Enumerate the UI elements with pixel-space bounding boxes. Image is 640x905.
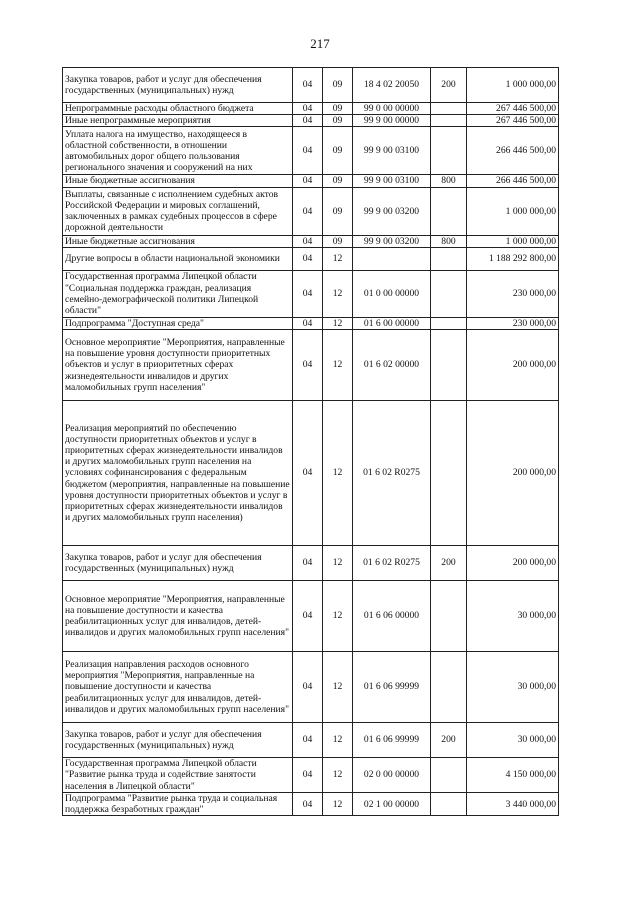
expense-type-code: [431, 330, 467, 401]
target-article-code: 01 6 02 R0275: [353, 546, 431, 581]
section-code: 04: [293, 652, 323, 723]
section-code: 04: [293, 401, 323, 546]
expense-type-code: [431, 652, 467, 723]
target-article-code: 18 4 02 20050: [353, 68, 431, 103]
row-name: Иные бюджетные ассигнования: [63, 235, 293, 247]
subsection-code: 12: [323, 546, 353, 581]
row-name: Реализация направления расходов основного мероприятия "Мероприятия, направленные на повышение доступности и качества реабилитационных услуг для инвалидов, детей-инвалидов и других маломобильных групп населения": [63, 652, 293, 723]
row-name: Закупка товаров, работ и услуг для обеспечения государственных (муниципальных) нужд: [63, 546, 293, 581]
table-row: [63, 270, 559, 317]
target-article-code: 01 0 00 00000: [353, 270, 431, 317]
table-row: [63, 235, 559, 247]
row-name: Уплата налога на имущество, находящееся в областной собственности, в отношении автомобильных дорог общего пользования регионального значения и сооружений на них: [63, 127, 293, 175]
table-row: [63, 175, 559, 187]
expense-type-code: 200: [431, 723, 467, 758]
subsection-code: 12: [323, 247, 353, 270]
subsection-code: 12: [323, 581, 353, 652]
section-code: 04: [293, 330, 323, 401]
table-row: [63, 546, 559, 581]
expense-type-code: 200: [431, 546, 467, 581]
target-article-code: 01 6 02 R0275: [353, 401, 431, 546]
section-code: 04: [293, 103, 323, 115]
amount: 1 000 000,00: [467, 235, 559, 247]
subsection-code: 12: [323, 652, 353, 723]
section-code: 04: [293, 546, 323, 581]
subsection-code: 09: [323, 235, 353, 247]
subsection-code: 12: [323, 723, 353, 758]
section-code: 04: [293, 758, 323, 793]
target-article-code: 01 6 06 99999: [353, 652, 431, 723]
subsection-code: 09: [323, 103, 353, 115]
target-article-code: 99 9 00 03200: [353, 235, 431, 247]
expense-type-code: [431, 115, 467, 127]
table-row: [63, 317, 559, 329]
row-name: Реализация мероприятий по обеспечению доступности приоритетных объектов и услуг в приоритетных сферах жизнедеятельности инвалидов и других маломобильных групп населения на условиях софинансирования с федеральным бюджетом (мероприятия, направленные на повышение уровня доступности приоритетных объектов и услуг в приоритетных сферах жизнедеятельности инвалидов и других маломобильных групп населения): [63, 401, 293, 546]
expense-type-code: 200: [431, 68, 467, 103]
amount: 267 446 500,00: [467, 103, 559, 115]
row-name: Закупка товаров, работ и услуг для обеспечения государственных (муниципальных) нужд: [63, 68, 293, 103]
row-name: Иные бюджетные ассигнования: [63, 175, 293, 187]
row-name: Основное мероприятие "Мероприятия, направленные на повышение уровня доступности приоритетных объектов и услуг в приоритетных сферах жизнедеятельности инвалидов и других маломобильных групп населения": [63, 330, 293, 401]
amount: 3 440 000,00: [467, 793, 559, 816]
section-code: 04: [293, 581, 323, 652]
subsection-code: 09: [323, 187, 353, 235]
row-name: Подпрограмма "Доступная среда": [63, 317, 293, 329]
subsection-code: 12: [323, 317, 353, 329]
subsection-code: 12: [323, 330, 353, 401]
subsection-code: 12: [323, 793, 353, 816]
amount: 230 000,00: [467, 317, 559, 329]
section-code: 04: [293, 175, 323, 187]
target-article-code: 01 6 00 00000: [353, 317, 431, 329]
row-name: Иные непрограммные мероприятия: [63, 115, 293, 127]
subsection-code: 09: [323, 175, 353, 187]
target-article-code: 99 9 00 03100: [353, 127, 431, 175]
amount: 1 000 000,00: [467, 68, 559, 103]
amount: 1 188 292 800,00: [467, 247, 559, 270]
table-row: [63, 793, 559, 816]
section-code: 04: [293, 187, 323, 235]
section-code: 04: [293, 270, 323, 317]
subsection-code: 09: [323, 127, 353, 175]
subsection-code: 12: [323, 758, 353, 793]
table-row: [63, 187, 559, 235]
amount: 266 446 500,00: [467, 175, 559, 187]
amount: 1 000 000,00: [467, 187, 559, 235]
section-code: 04: [293, 793, 323, 816]
expense-type-code: [431, 187, 467, 235]
target-article-code: 99 0 00 00000: [353, 103, 431, 115]
amount: 200 000,00: [467, 546, 559, 581]
expense-type-code: [431, 127, 467, 175]
amount: 200 000,00: [467, 401, 559, 546]
subsection-code: 12: [323, 270, 353, 317]
table-row: [63, 115, 559, 127]
table-row: [63, 247, 559, 270]
expense-type-code: [431, 270, 467, 317]
expense-type-code: [431, 317, 467, 329]
amount: 30 000,00: [467, 581, 559, 652]
expense-type-code: [431, 758, 467, 793]
amount: 230 000,00: [467, 270, 559, 317]
target-article-code: 01 6 02 00000: [353, 330, 431, 401]
section-code: 04: [293, 247, 323, 270]
table-row: [63, 581, 559, 652]
section-code: 04: [293, 68, 323, 103]
row-name: Выплаты, связанные с исполнением судебных актов Российской Федерации и мировых соглашений, заключенных в рамках судебных процессов в сфере дорожной деятельности: [63, 187, 293, 235]
budget-table: [62, 67, 559, 816]
expense-type-code: [431, 247, 467, 270]
amount: 200 000,00: [467, 330, 559, 401]
target-article-code: 99 9 00 00000: [353, 115, 431, 127]
expense-type-code: [431, 103, 467, 115]
expense-type-code: [431, 793, 467, 816]
section-code: 04: [293, 317, 323, 329]
expense-type-code: [431, 401, 467, 546]
page-number: 217: [310, 36, 330, 51]
amount: 266 446 500,00: [467, 127, 559, 175]
row-name: Основное мероприятие "Мероприятия, направленные на повышение доступности и качества реабилитационных услуг для инвалидов, детей-инвалидов и других маломобильных групп населения": [63, 581, 293, 652]
table-row: [63, 758, 559, 793]
row-name: Подпрограмма "Развитие рынка труда и социальная поддержка безработных граждан": [63, 793, 293, 816]
expense-type-code: [431, 581, 467, 652]
target-article-code: 02 0 00 00000: [353, 758, 431, 793]
target-article-code: 01 6 06 99999: [353, 723, 431, 758]
table-row: [63, 723, 559, 758]
table-row: [63, 103, 559, 115]
amount: 267 446 500,00: [467, 115, 559, 127]
row-name: Непрограммные расходы областного бюджета: [63, 103, 293, 115]
row-name: Государственная программа Липецкой области "Развитие рынка труда и содействие занятости населения в Липецкой области": [63, 758, 293, 793]
expense-type-code: 800: [431, 235, 467, 247]
expense-type-code: 800: [431, 175, 467, 187]
section-code: 04: [293, 115, 323, 127]
subsection-code: 12: [323, 401, 353, 546]
table-row: [63, 330, 559, 401]
target-article-code: 99 9 00 03200: [353, 187, 431, 235]
row-name: Государственная программа Липецкой области "Социальная поддержка граждан, реализация семейно-демографической политики Липецкой области": [63, 270, 293, 317]
section-code: 04: [293, 235, 323, 247]
subsection-code: 09: [323, 115, 353, 127]
target-article-code: [353, 247, 431, 270]
table-row: [63, 68, 559, 103]
row-name: Другие вопросы в области национальной экономики: [63, 247, 293, 270]
budget-table-body: [63, 68, 559, 816]
target-article-code: 02 1 00 00000: [353, 793, 431, 816]
target-article-code: 99 9 00 03100: [353, 175, 431, 187]
amount: 30 000,00: [467, 723, 559, 758]
section-code: 04: [293, 723, 323, 758]
amount: 30 000,00: [467, 652, 559, 723]
table-row: [63, 401, 559, 546]
row-name: Закупка товаров, работ и услуг для обеспечения государственных (муниципальных) нужд: [63, 723, 293, 758]
target-article-code: 01 6 06 00000: [353, 581, 431, 652]
table-row: [63, 652, 559, 723]
subsection-code: 09: [323, 68, 353, 103]
table-row: [63, 127, 559, 175]
section-code: 04: [293, 127, 323, 175]
amount: 4 150 000,00: [467, 758, 559, 793]
